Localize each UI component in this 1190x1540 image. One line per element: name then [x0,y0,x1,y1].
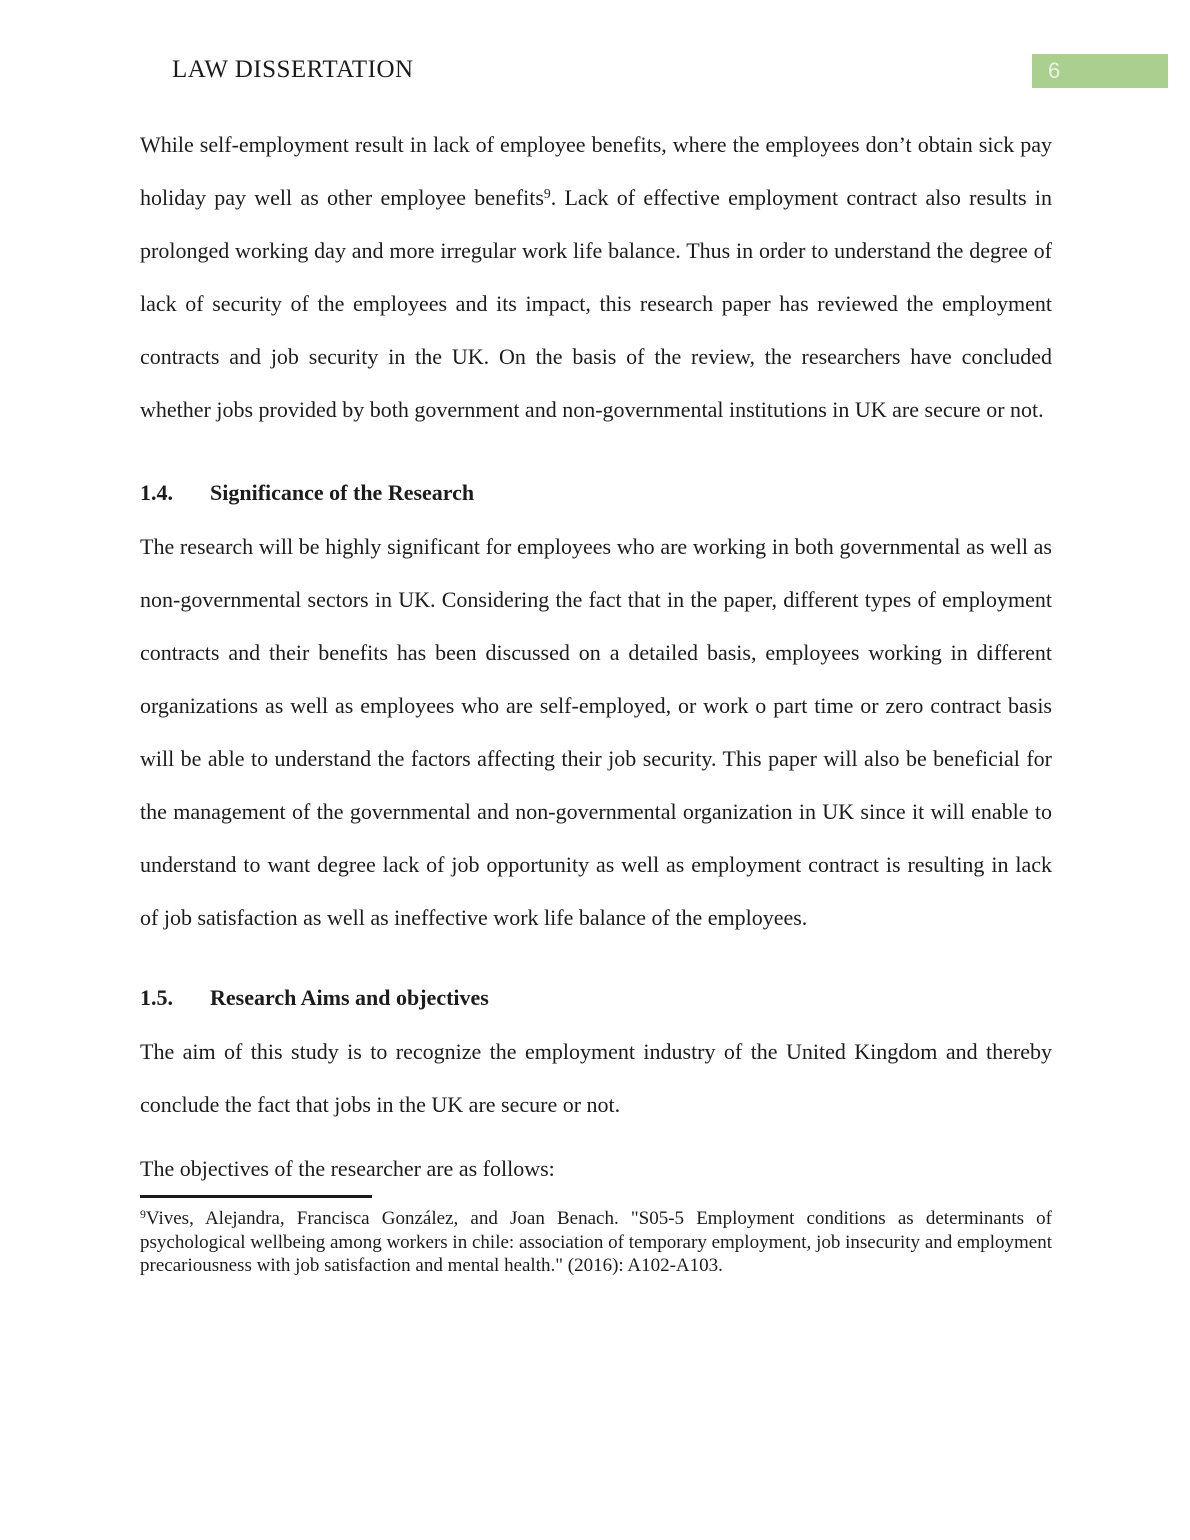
paragraph-significance: The research will be highly significant for employees who are working in both governmental as well as non-governmental sectors in UK. Considering the fact that in the paper, different types of employment contracts and their benefits has been discussed on a detailed basis, employees working in different organizations as well as employees who are self-employed, or work o part time or zero contract basis will be able to understand the factors affecting their job security. This paper will also be beneficial for the management of the governmental and non-governmental organization in UK since it will enable to understand to want degree lack of job opportunity as well as employment contract is resulting in lack of job satisfaction as well as ineffective work life balance of the employees. [140,534,1052,930]
paragraph-intro [140,118,1052,436]
footnote-reference-9: 9 [543,185,551,201]
paragraph-intro-text: While self-employment result in lack of employee benefits, where the employees don’t obtain sick pay holiday pay well as other employee benefits [140,132,1052,210]
paragraph-aims: The aim of this study is to recognize the employment industry of the United Kingdom and thereby conclude the fact that jobs in the UK are secure or not. [140,1039,1052,1117]
section-title: Research Aims and objectives [210,985,489,1010]
footnote-text: Vives, Alejandra, Francisca González, and Joan Benach. "S05-5 Employment conditions as determinants of psychological wellbeing among workers in chile: association of temporary employment, job insecurity and employment precariousness with job satisfaction and mental health." (2016): A102-A103. [140,1208,1052,1276]
paragraph-intro-text-cont: . Lack of effective employment contract also results in prolonged working day and more irregular work life balance. Thus in order to understand the degree of lack of security of the employees and its impact, this research paper has reviewed the employment contracts and job security in the UK. On the basis of the review, the researchers have concluded whether jobs provided by both government and non-governmental institutions in UK are secure or not. [140,185,1052,422]
footnote [140,1207,1052,1278]
section-heading-1-4 [140,478,1052,508]
document-body [140,118,1052,1278]
section-heading-1-5 [140,983,1052,1013]
footnote-separator-rule [140,1195,372,1198]
objectives-lead-line: The objectives of the researcher are as follows: [140,1156,555,1181]
footnote-marker-9: 9 [140,1207,146,1221]
running-header-title: LAW DISSERTATION [172,56,414,83]
section-number: 1.5. [140,985,173,1010]
section-number: 1.4. [140,480,173,505]
section-title: Significance of the Research [210,480,475,505]
page-number-badge: 6 [1032,54,1168,88]
